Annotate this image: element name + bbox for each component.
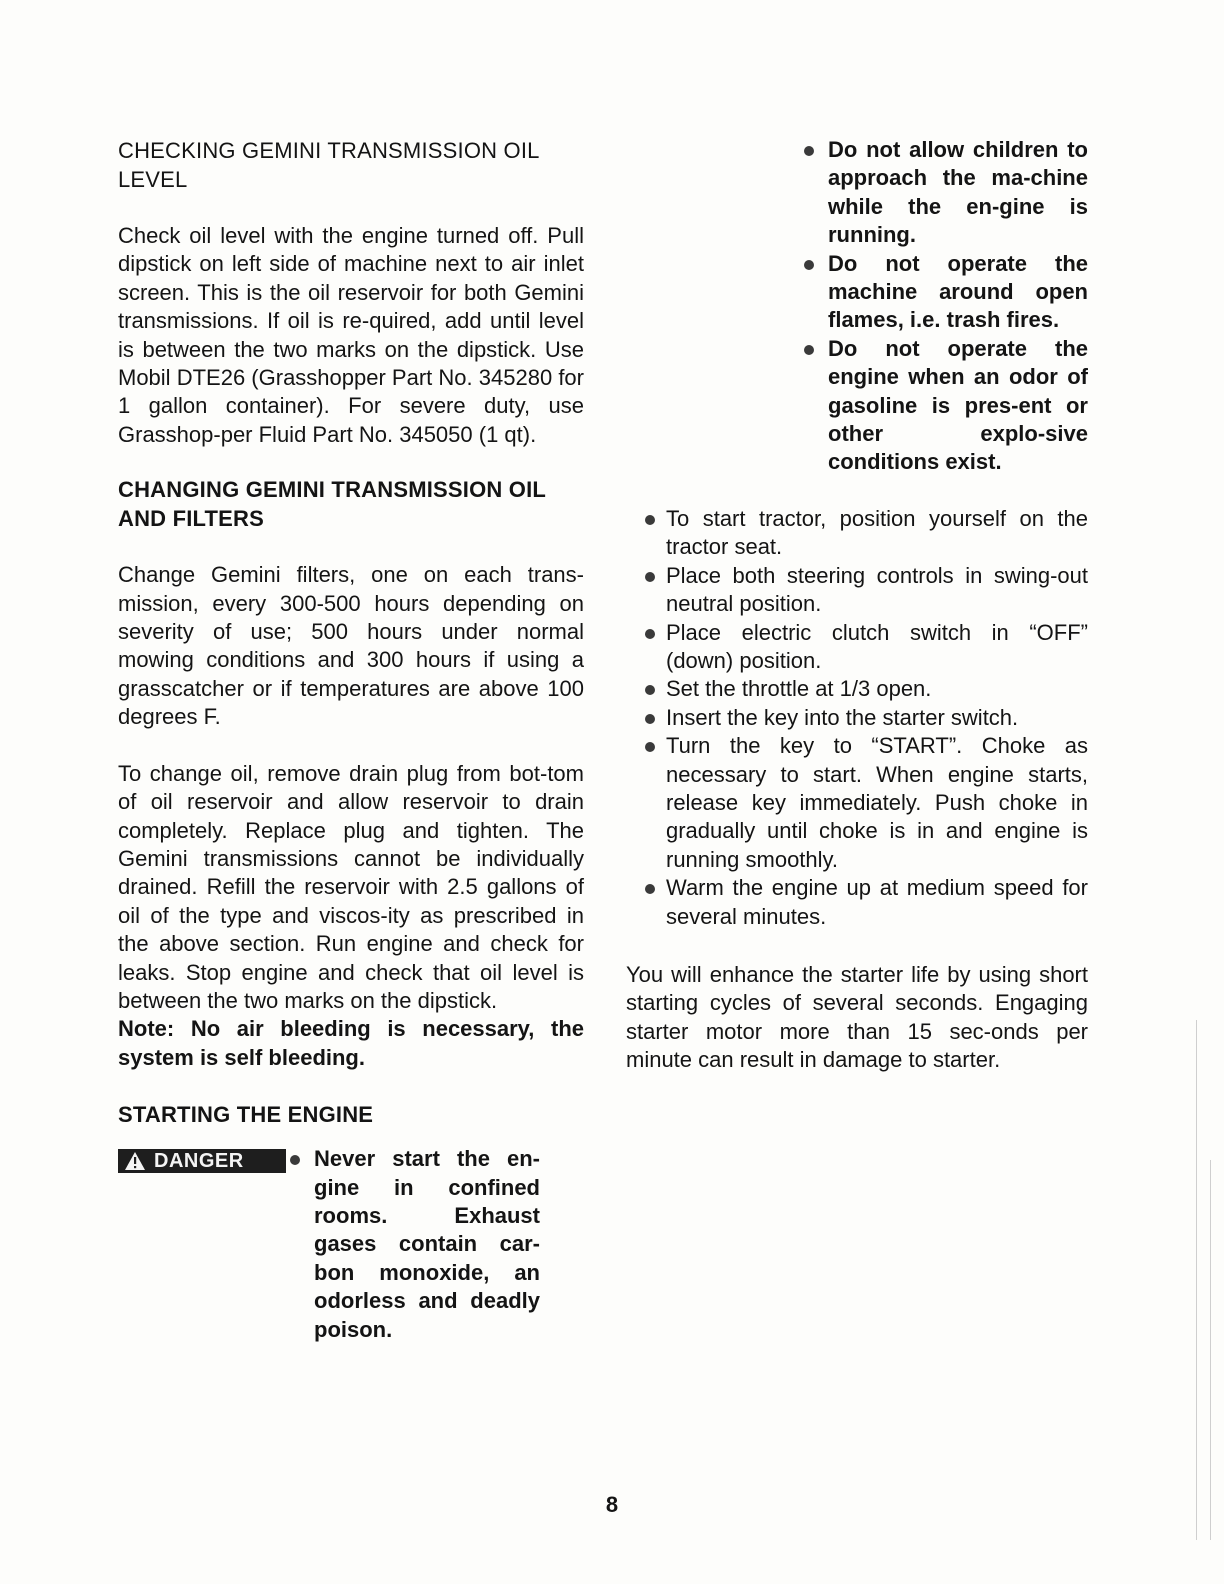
bullet-icon: [804, 345, 814, 355]
starting-steps-list: [626, 505, 1088, 931]
list-item: Set the throttle at 1/3 open.: [626, 675, 1088, 703]
list-item: Place electric clutch switch in “OFF” (down) position.: [626, 619, 1088, 676]
danger-block: [118, 1145, 584, 1344]
danger-label: DANGER: [154, 1150, 244, 1173]
danger-list-left: [286, 1145, 540, 1344]
bullet-icon: [645, 714, 655, 724]
danger-badge: [118, 1149, 286, 1173]
list-item: Insert the key into the starter switch.: [626, 704, 1088, 732]
bullet-icon: [645, 884, 655, 894]
list-item: To start tractor, position yourself on the tractor seat.: [626, 505, 1088, 562]
paragraph-check-oil: Check oil level with the engine turned off. Pull dipstick on left side of machine next to air inlet screen. This is the oil reservoir for both Gemini transmissions. If oil is re-quired, add until level is between the two marks on the dipstick. Use Mobil DTE26 (Grasshopper Part No. 345280 for 1 gallon container). For severe duty, use Grasshop-per Fluid Part No. 345050 (1 qt).: [118, 223, 584, 447]
scan-edge-mark: [1210, 1160, 1211, 1540]
note-self-bleeding: Note: No air bleeding is necessary, the system is self bleeding.: [118, 1016, 584, 1070]
paragraph-change-oil: To change oil, remove drain plug from bot-tom of oil reservoir and allow reservoir to drain completely. Replace plug and tighten. The Gemini transmissions cannot be individually drained. Refill the reservoir with 2.5 gallons of oil of the type and viscos-ity as prescribed in the above section. Run engine and check for leaks. Stop engine and check that oil level is between the two marks on the dipstick.: [118, 760, 584, 1013]
left-column: [118, 136, 584, 1344]
bullet-icon: [645, 685, 655, 695]
list-item: Warm the engine up at medium speed for several minutes.: [626, 874, 1088, 931]
bullet-icon: [804, 260, 814, 270]
bullet-icon: [645, 742, 655, 752]
bullet-icon: [645, 515, 655, 525]
bullet-icon: [645, 572, 655, 582]
list-item: Do not operate the engine when an odor of gasoline is pres-ent or other explo-sive conditions exist.: [800, 335, 1088, 477]
list-item: Place both steering controls in swing-out neutral position.: [626, 562, 1088, 619]
bullet-icon: [290, 1155, 300, 1165]
section-heading-starting: STARTING THE ENGINE: [118, 1102, 374, 1128]
paragraph-change-filters: Change Gemini filters, one on each trans-mission, every 300-500 hours depending on severity of use; 500 hours under normal mowing conditions and 300 hours if using a grasscatcher or if temperatures are above 100 degrees F.: [118, 562, 584, 730]
danger-list-right: [800, 136, 1088, 477]
list-item: Do not operate the machine around open flames, i.e. trash fires.: [800, 250, 1088, 335]
bullet-icon: [645, 629, 655, 639]
page-number: 8: [605, 1492, 619, 1517]
right-column: [626, 136, 1088, 1075]
list-item: Do not allow children to approach the ma-chine while the en-gine is running.: [800, 136, 1088, 250]
list-item: Turn the key to “START”. Choke as necessary to start. When engine starts, release key immediately. Push choke in gradually until choke is in and engine is running smoothly.: [626, 732, 1088, 874]
scan-edge-mark: [1196, 1020, 1197, 1540]
paragraph-starter-life: You will enhance the starter life by using short starting cycles of several seconds. Engaging starter motor more than 15 sec-onds per minute can result in damage to starter.: [626, 961, 1088, 1073]
bullet-icon: [804, 146, 814, 156]
section-heading-checking-oil: CHECKING GEMINI TRANSMISSION OIL LEVEL: [118, 138, 539, 192]
section-heading-changing-oil: CHANGING GEMINI TRANSMISSION OIL AND FILTERS: [118, 477, 546, 532]
warning-triangle-icon: [124, 1151, 146, 1171]
list-item: Never start the en-gine in confined rooms. Exhaust gases contain car-bon monoxide, an odorless and deadly poison.: [286, 1145, 540, 1344]
